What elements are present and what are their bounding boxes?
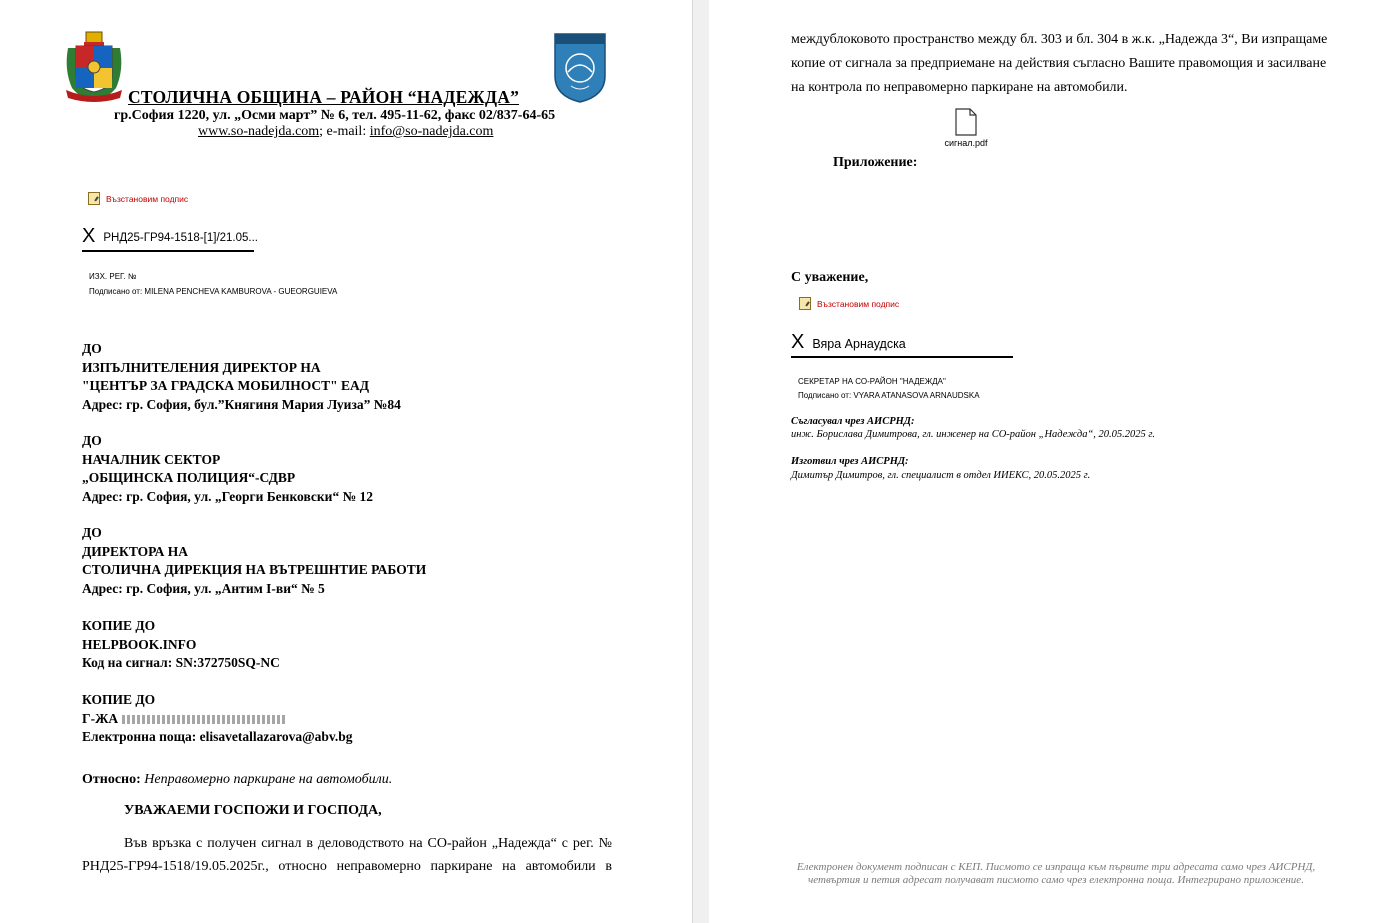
page-gutter [692,0,710,923]
signature-icon [88,192,100,205]
signer-name: Вяра Арнаудска [812,337,906,351]
recipient-line: КОПИЕ ДО [82,692,156,707]
prepared-label: Изготвил чрез АИСРНД: [791,456,909,467]
recipient-title: Г-ЖА [82,710,119,726]
signed-by-2: Подписано от: VYARA ATANASOVA ARNAUDSKA [798,391,980,400]
pdf-file-icon [954,108,978,136]
signature-line-2[interactable] [791,332,1013,358]
signed-by-1: Подписано от: MILENA PENCHEVA KAMBUROVA - GUEORGUIEVA [89,287,338,296]
recipient-line: ИЗПЪЛНИТЕЛЕНИЯ ДИРЕКТОР НА [82,359,321,375]
signature-line-1[interactable] [82,225,259,252]
municipality-title: СТОЛИЧНА ОБЩИНА – РАЙОН “НАДЕЖДА” [128,87,520,107]
recipient-line: ДО [82,525,102,540]
recipient-line: Електронна поща: elisavetallazarova@abv.bg [82,729,353,744]
recipient-block-2 [82,432,373,506]
recipient-line: Адрес: гр. София, бул.”Княгиня Мария Луиза” №84 [82,396,401,412]
recipient-line: ДИРЕКТОРА НА [82,543,189,559]
signature-warning [88,192,188,205]
body-paragraph-1-line-2: РНД25-ГР94-1518/19.05.2025г., относно неправомерно паркиране на автомобили в [82,859,612,874]
recipient-line: Адрес: гр. София, ул. „Георги Бенковски“ № 12 [82,488,374,504]
document-page-1 [0,0,692,923]
closing: С уважение, [791,270,869,285]
website-link[interactable]: www.so-nadejda.com [198,124,320,139]
signer-position: СЕКРЕТАР НА СО-РАЙОН "НАДЕЖДА" [798,377,946,386]
recipient-line: ДО [82,341,102,356]
recipient-line: КОПИЕ ДО [82,618,156,633]
recipient-line: "ЦЕНТЪР ЗА ГРАДСКА МОБИЛНОСТ" ЕАД [82,378,370,393]
body-paragraph-2-line-2: копие от сигнала за предприемане на действия съгласно Вашите правомощия и засилване [791,56,1327,71]
attachment-file-name: сигнал.pdf [944,138,988,148]
subject-label: Относно: [82,772,141,787]
prepared-text: Димитър Димитров, гл. специалист в отдел ИИЕКС, 20.05.2025 г. [791,470,1091,481]
body-paragraph-2-line-3: на контрола по неправомерно паркиране на автомобили. [791,80,1128,95]
signature-x-mark: X [791,331,805,353]
reg-number-label: ИЗХ. РЕГ. № [89,272,137,281]
agreed-text: инж. Борислава Димитрова, гл. инженер на СО-район „Надежда“, 20.05.2025 г. [791,429,1156,440]
municipality-address: гр.София 1220, ул. „Осми март” № 6, тел. 495-11-62, факс 02/837-64-65 [114,108,556,123]
recipient-block-4 [82,617,280,673]
recipient-line: HELPBOOK.INFO [82,636,197,652]
footer-note: Електронен документ подписан с КЕП. Писмото се изпраща към първите три адресата само чрез АИСРНД, четвъртия и петия адресат получават писмото само чрез електронна поща. Интегрирано приложение. [796,861,1316,886]
recipient-block-3 [82,524,426,598]
email-prefix: ; e-mail: [319,124,370,139]
body-paragraph-2-line-1: междублоковото пространство между бл. 303 и бл. 304 в ж.к. „Надежда 3“, Ви изпращаме [791,32,1328,47]
signature-warning-2 [799,297,899,310]
municipality-contacts [198,124,493,140]
nadezhda-emblem-icon [551,30,609,104]
sofia-coat-of-arms-icon [62,30,126,104]
attachment-label: Приложение: [833,155,918,170]
recipient-line: СТОЛИЧНА ДИРЕКЦИЯ НА ВЪТРЕШНТИЕ РАБОТИ [82,562,427,577]
outgoing-reg-number: РНД25-ГР94-1518-[1]/21.05... [103,232,259,244]
email-link[interactable]: info@so-nadejda.com [369,124,494,139]
body-paragraph-1-line-1: Във връзка с получен сигнал в деловодството на СО-район „Надежда“ с рег. № [124,836,612,851]
recipient-line: Адрес: гр. София, ул. „Антим I-ви“ № 5 [82,580,325,596]
recipient-line: Код на сигнал: SN:372750SQ-NC [82,655,280,670]
attachment-file[interactable] [931,108,1001,148]
recipient-block-1 [82,340,401,414]
recipient-block-5 [82,691,353,747]
signature-warning-text: Възстановим подпис [106,193,189,204]
salutation: УВАЖАЕМИ ГОСПОЖИ И ГОСПОДА, [124,803,382,818]
recipient-line: ДО [82,433,102,448]
recipient-line: НАЧАЛНИК СЕКТОР [82,451,221,467]
subject-line [82,770,392,790]
redacted-name [122,715,287,724]
subject-text: Неправомерно паркиране на автомобили. [144,772,393,787]
recipient-line: „ОБЩИНСКА ПОЛИЦИЯ“-СДВР [82,470,296,485]
recipient-line [82,710,353,729]
signature-x-mark: X [82,225,96,247]
agreed-label: Съгласувал чрез АИСРНД: [791,416,915,427]
document-page-2 [709,0,1395,923]
signature-warning-text: Възстановим подпис [817,298,900,309]
signature-icon [799,297,811,310]
